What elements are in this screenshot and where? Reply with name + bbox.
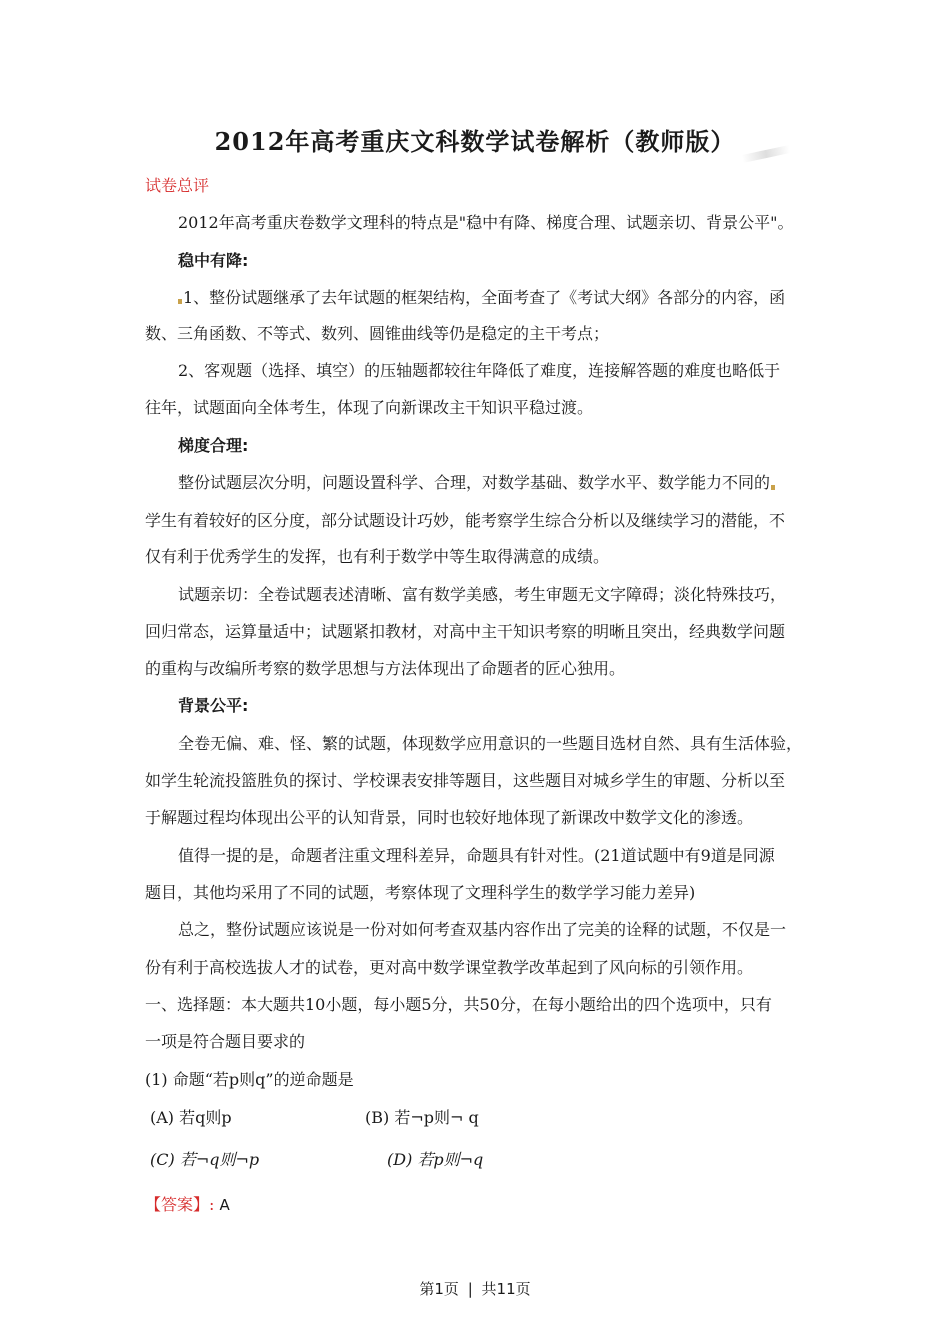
part1-line2: 一项是符合题目要求的 [145,1032,306,1051]
summary-line2: 份有利于高校选拔人才的试卷，更对高中数学课堂教学改革起到了风向标的引领作用。 [145,958,754,977]
question-stem: (1) 命题“若p则q”的逆命题是 [145,1070,354,1089]
heading-gradient: 梯度合理: [178,436,249,455]
friendly-line3: 的重构与改编所考察的数学思想与方法体现出了命题者的匠心独用。 [145,659,626,678]
answer-value: A [219,1196,230,1214]
heading-fair: 背景公平: [178,696,249,715]
fair-line1: 全卷无偏、难、怪、繁的试题，体现数学应用意识的一些题目选材自然、具有生活体验， [178,734,803,753]
gradient-line1: 整份试题层次分明，问题设置科学、合理，对数学基础、数学水平、数学能力不同的 [178,473,775,493]
intro-paragraph: 2012年高考重庆卷数学文理科的特点是"稳中有降、梯度合理、试题亲切、背景公平"。 [178,213,794,232]
stable-p2-line2: 往年，试题面向全体考生，体现了向新课改主干知识平稳过渡。 [145,398,594,417]
friendly-line1: 试题亲切：全卷试题表述清晰、富有数学美感，考生审题无文字障碍；淡化特殊技巧， [178,585,787,604]
summary-line1: 总之，整份试题应该说是一份对如何考查双基内容作出了完美的诠释的试题，不仅是一 [178,920,787,939]
option-c: (C) 若¬q则¬p [150,1150,260,1169]
page-total: 共11页 [481,1280,531,1298]
page-number: 第1页 [419,1280,459,1298]
page-footer [0,1278,950,1299]
fair-line3: 于解题过程均体现出公平的认知背景，同时也较好地体现了新课改中数学文化的渗透。 [145,808,754,827]
stable-p2-line1: 2、客观题（选择、填空）的压轴题都较往年降低了难度，连接解答题的难度也略低于 [178,361,781,380]
worth-line1: 值得一提的是，命题者注重文理科差异，命题具有针对性。(21道试题中有9道是同源 [178,846,775,865]
heading-stable: 稳中有降: [178,251,249,270]
document-title: 2012年高考重庆文科数学试卷解析（教师版） [214,127,736,156]
gradient-line3: 仅有利于优秀学生的发挥，也有利于数学中等生取得满意的成绩。 [145,547,610,566]
option-b: (B) 若¬p则¬ q [365,1108,479,1127]
footer-separator: | [467,1280,473,1298]
option-a: (A) 若q则p [150,1108,232,1127]
part1-line1: 一、选择题：本大题共10小题，每小题5分，共50分，在每小题给出的四个选项中，只有 [145,995,772,1014]
friendly-line2: 回归常态，运算量适中；试题紧扣教材，对高中主干知识考察的明晰且突出，经典数学问题 [145,622,786,641]
worth-line2: 题目，其他均采用了不同的试题，考察体现了文理科学生的数学学习能力差异) [145,883,696,902]
marker-dot [771,485,775,490]
fair-line2: 如学生轮流投篮胜负的探讨、学校课表安排等题目，这些题目对城乡学生的审题、分析以至 [145,771,786,790]
section-heading: 试卷总评 [145,176,210,195]
stable-p1-line1: 1、整份试题继承了去年试题的框架结构，全面考查了《考试大纲》各部分的内容，函 [178,288,785,308]
marker-dot [178,299,182,304]
option-d: (D) 若p则¬q [387,1150,484,1169]
gradient-line2: 学生有着较好的区分度，部分试题设计巧妙，能考察学生综合分析以及继续学习的潜能，不 [145,511,786,530]
answer-row [145,1195,230,1215]
stable-p1-line2: 数、三角函数、不等式、数列、圆锥曲线等仍是稳定的主干考点； [145,324,610,343]
answer-label: 【答案】: [145,1195,215,1214]
